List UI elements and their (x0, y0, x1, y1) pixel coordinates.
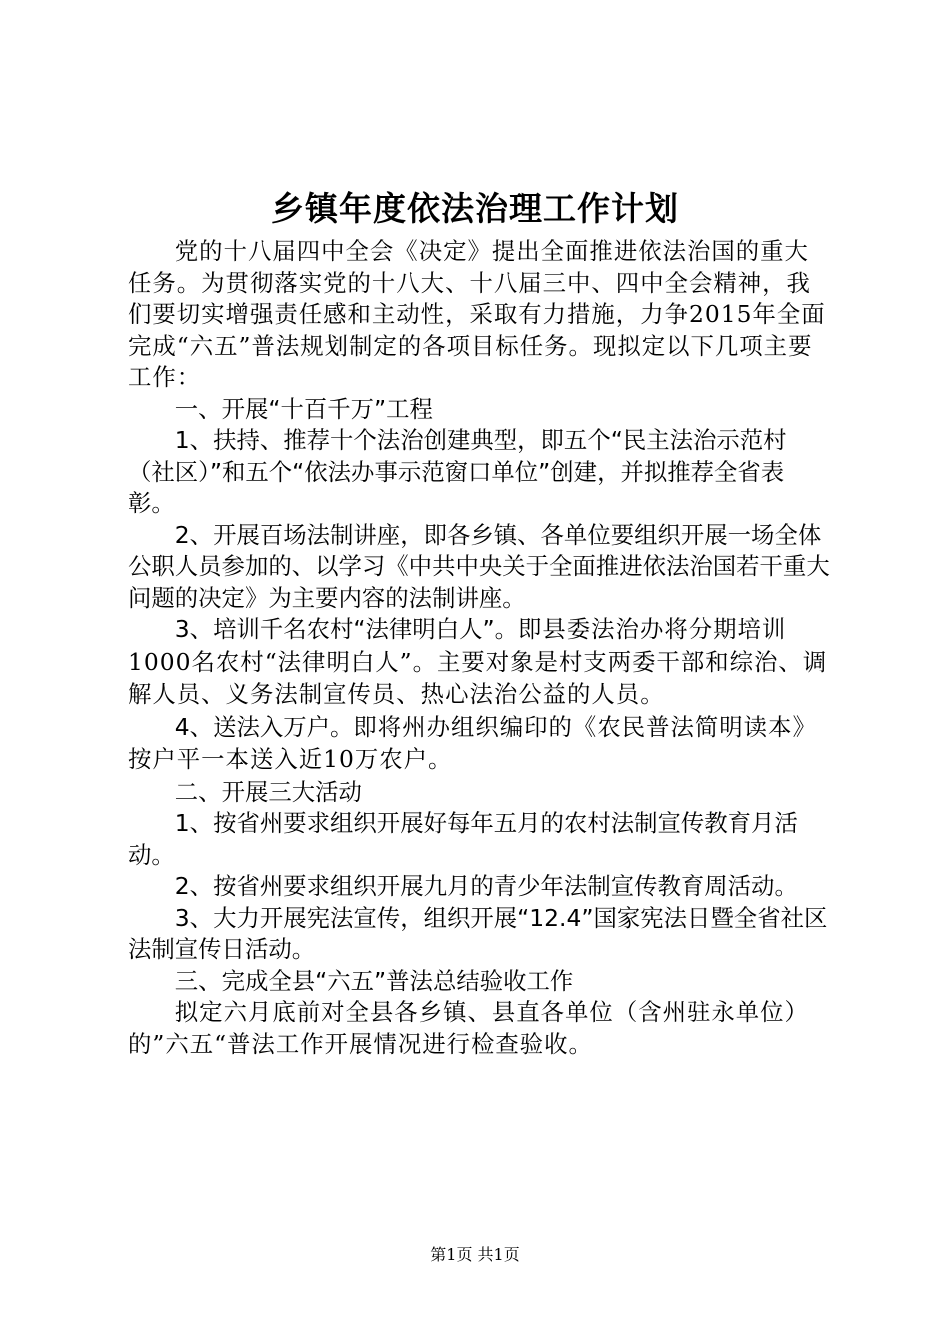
item-2-1: 1、按省州要求组织开展好每年五月的农村法制宣传教育月活动。 (128, 809, 798, 869)
section-heading-3: 三、完成全县“六五”普法总结验收工作 (174, 966, 574, 995)
item-2-2: 2、按省州要求组织开展九月的青少年法制宣传教育周活动。 (174, 872, 798, 900)
item-1-2: 2、开展百场法制讲座，即各乡镇、各单位要组织开展一场全体公职人员参加的、以学习《中共中央关于全面推进依法治国若干重大问题的决定》为主要内容的法制讲座。 (128, 520, 830, 612)
document-title: 乡镇年度依法治理工作计划 (271, 189, 679, 228)
item-1-1: 1、扶持、推荐十个法治创建典型，即五个“民主法治示范村（社区）”和五个“依法办事示范窗口单位”创建，并拟推荐全省表彰。 (128, 426, 787, 517)
document-body (128, 236, 830, 1060)
item-1-3-lead: 3、培训千名农村“法律明白人”。 (174, 615, 518, 643)
item-2-3: 3、大力开展宪法宣传，组织开展“12.4”国家宪法日暨全省社区法制宣传日活动。 (128, 903, 828, 963)
intro-paragraph: 党的十八届四中全会《决定》提出全面推进依法治国的重大任务。为贯彻落实党的十八大、十八届三中、四中全会精神，我们要切实增强责任感和主动性，采取有力措施，力争2015年全面完成“六五”普法规划制定的各项目标任务。现拟定以下几项主要工作： (128, 237, 826, 391)
page-footer: 第1页 共1页 (430, 1245, 520, 1264)
section-heading-1: 一、开展“十百千万”工程 (174, 394, 433, 423)
item-1-3-text: 即县委法治办将分期培训1000名农村“法律明白人”。主要对象是村支两委干部和综治、调解人员、义务法制宣传员、热心法治公益的人员。 (128, 615, 828, 708)
section-heading-2: 二、开展三大活动 (174, 777, 362, 806)
item-1-3 (128, 614, 830, 712)
item-1-4 (128, 712, 830, 777)
item-1-4-text: 即将州办组织编印的《农民普法简明读本》按户平一本送入近10万农户。 (128, 712, 817, 773)
closing-paragraph: 拟定六月底前对全县各乡镇、县直各单位（含州驻永单位）的”六五“普法工作开展情况进行检查验收。 (128, 998, 809, 1058)
item-1-4-lead: 4、送法入万户。 (174, 712, 354, 741)
